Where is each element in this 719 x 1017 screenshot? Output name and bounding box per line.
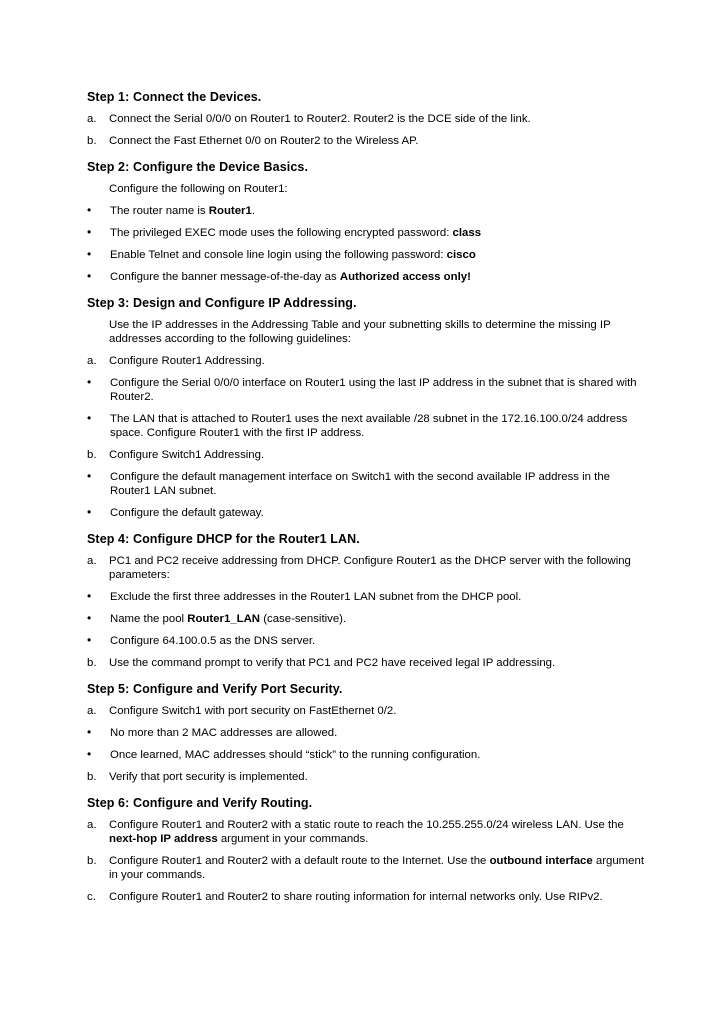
step-section xyxy=(87,89,647,148)
item-text: No more than 2 MAC addresses are allowed. xyxy=(110,727,338,739)
step-heading: Step 4: Configure DHCP for the Router1 LAN. xyxy=(87,532,360,546)
item-letter: b. xyxy=(87,657,97,669)
step-section xyxy=(87,795,647,904)
lettered-item xyxy=(87,134,647,148)
bullet-marker: • xyxy=(87,269,92,283)
bold-term: Authorized access only! xyxy=(339,271,471,283)
bullet-item xyxy=(87,226,647,240)
lettered-item xyxy=(87,770,647,784)
step-section xyxy=(87,295,647,520)
item-text: Once learned, MAC addresses should “stick” to the running configuration. xyxy=(110,749,481,761)
item-text: Configure the Serial 0/0/0 interface on Router1 using the last IP address in the subnet that is shared with Router2. xyxy=(110,377,637,403)
bullet-marker: • xyxy=(87,611,92,625)
lettered-item xyxy=(87,890,647,904)
item-text: Configure Switch1 with port security on FastEthernet 0/2. xyxy=(109,705,397,717)
bold-term: outbound interface xyxy=(489,855,593,867)
step-heading: Step 6: Configure and Verify Routing. xyxy=(87,796,313,810)
item-text: Enable Telnet and console line login using the following password: xyxy=(110,249,447,261)
bullet-marker: • xyxy=(87,505,92,519)
bullet-marker: • xyxy=(87,725,92,739)
lettered-item xyxy=(87,448,647,462)
intro-paragraph xyxy=(87,318,647,346)
item-text: Configure 64.100.0.5 as the DNS server. xyxy=(110,635,316,647)
step-section xyxy=(87,681,647,784)
item-text: (case-sensitive). xyxy=(260,613,347,625)
step-section xyxy=(87,159,647,284)
lettered-item xyxy=(87,112,647,126)
item-letter: a. xyxy=(87,555,97,567)
item-text: Verify that port security is implemented. xyxy=(109,771,308,783)
item-text: Configure the default management interface on Switch1 with the second available IP address in the Router1 LAN subnet. xyxy=(110,471,611,497)
bullet-item xyxy=(87,248,647,262)
item-text: PC1 and PC2 receive addressing from DHCP. Configure Router1 as the DHCP server with the following parameters: xyxy=(109,555,631,581)
bold-term: Router1_LAN xyxy=(187,613,261,625)
item-text: . xyxy=(251,205,255,217)
item-text: The privileged EXEC mode uses the following encrypted password: xyxy=(110,227,453,239)
bold-term: class xyxy=(452,227,482,239)
item-letter: a. xyxy=(87,355,97,367)
item-text: Exclude the first three addresses in the Router1 LAN subnet from the DHCP pool. xyxy=(110,591,522,603)
bullet-marker: • xyxy=(87,247,92,261)
step-heading: Step 5: Configure and Verify Port Security. xyxy=(87,682,343,696)
bullet-marker: • xyxy=(87,469,92,483)
document-body xyxy=(87,89,647,912)
item-text: argument in your commands. xyxy=(109,855,645,881)
bullet-item xyxy=(87,612,647,626)
lettered-item xyxy=(87,704,647,718)
item-text: argument in your commands. xyxy=(217,833,369,845)
item-letter: b. xyxy=(87,449,97,461)
bullet-marker: • xyxy=(87,589,92,603)
bold-term: next-hop IP address xyxy=(109,833,218,845)
bullet-item xyxy=(87,634,647,648)
item-text: Configure Router1 and Router2 with a static route to reach the 10.255.255.0/24 wireless LAN. Use the xyxy=(109,819,624,831)
lettered-item xyxy=(87,818,647,846)
item-text: Configure the following on Router1: xyxy=(109,183,288,195)
step-heading: Step 2: Configure the Device Basics. xyxy=(87,160,309,174)
item-text: Configure the banner message-of-the-day as xyxy=(110,271,340,283)
bullet-item xyxy=(87,506,647,520)
bullet-marker: • xyxy=(87,225,92,239)
item-letter: b. xyxy=(87,855,97,867)
item-text: Connect the Fast Ethernet 0/0 on Router2 to the Wireless AP. xyxy=(109,135,419,147)
item-letter: a. xyxy=(87,705,97,717)
bullet-item xyxy=(87,204,647,218)
lettered-item xyxy=(87,354,647,368)
bold-term: Router1 xyxy=(208,205,252,217)
bold-term: cisco xyxy=(446,249,476,261)
step-section xyxy=(87,531,647,670)
item-letter: a. xyxy=(87,113,97,125)
item-text: Connect the Serial 0/0/0 on Router1 to Router2. Router2 is the DCE side of the link. xyxy=(109,113,531,125)
item-text: Configure Switch1 Addressing. xyxy=(109,449,265,461)
item-text: Name the pool xyxy=(110,613,188,625)
step-heading: Step 1: Connect the Devices. xyxy=(87,90,262,104)
item-letter: b. xyxy=(87,135,97,147)
bullet-item xyxy=(87,748,647,762)
bullet-item xyxy=(87,376,647,404)
bullet-item xyxy=(87,270,647,284)
item-text: Configure Router1 and Router2 to share routing information for internal networks only. Use RIPv2. xyxy=(109,891,603,903)
item-text: The router name is xyxy=(110,205,209,217)
item-text: Configure Router1 Addressing. xyxy=(109,355,265,367)
item-text: Configure the default gateway. xyxy=(110,507,264,519)
bullet-item xyxy=(87,470,647,498)
bullet-marker: • xyxy=(87,411,92,425)
item-text: Configure Router1 and Router2 with a default route to the Internet. Use the xyxy=(109,855,490,867)
bullet-marker: • xyxy=(87,375,92,389)
item-text: Use the IP addresses in the Addressing Table and your subnetting skills to determine the missing IP addresses according to the following guidelines: xyxy=(109,319,611,345)
lettered-item xyxy=(87,854,647,882)
bullet-item xyxy=(87,590,647,604)
item-text: The LAN that is attached to Router1 uses the next available /28 subnet in the 172.16.100.0/24 address space. Configure Router1 with the first IP address. xyxy=(110,413,628,439)
item-text: Use the command prompt to verify that PC1 and PC2 have received legal IP addressing. xyxy=(109,657,556,669)
intro-paragraph xyxy=(87,182,647,196)
bullet-item xyxy=(87,412,647,440)
step-heading: Step 3: Design and Configure IP Addressing. xyxy=(87,296,357,310)
item-letter: c. xyxy=(87,891,96,903)
bullet-marker: • xyxy=(87,203,92,217)
bullet-item xyxy=(87,726,647,740)
item-letter: b. xyxy=(87,771,97,783)
lettered-item xyxy=(87,656,647,670)
item-letter: a. xyxy=(87,819,97,831)
bullet-marker: • xyxy=(87,747,92,761)
bullet-marker: • xyxy=(87,633,92,647)
lettered-item xyxy=(87,554,647,582)
